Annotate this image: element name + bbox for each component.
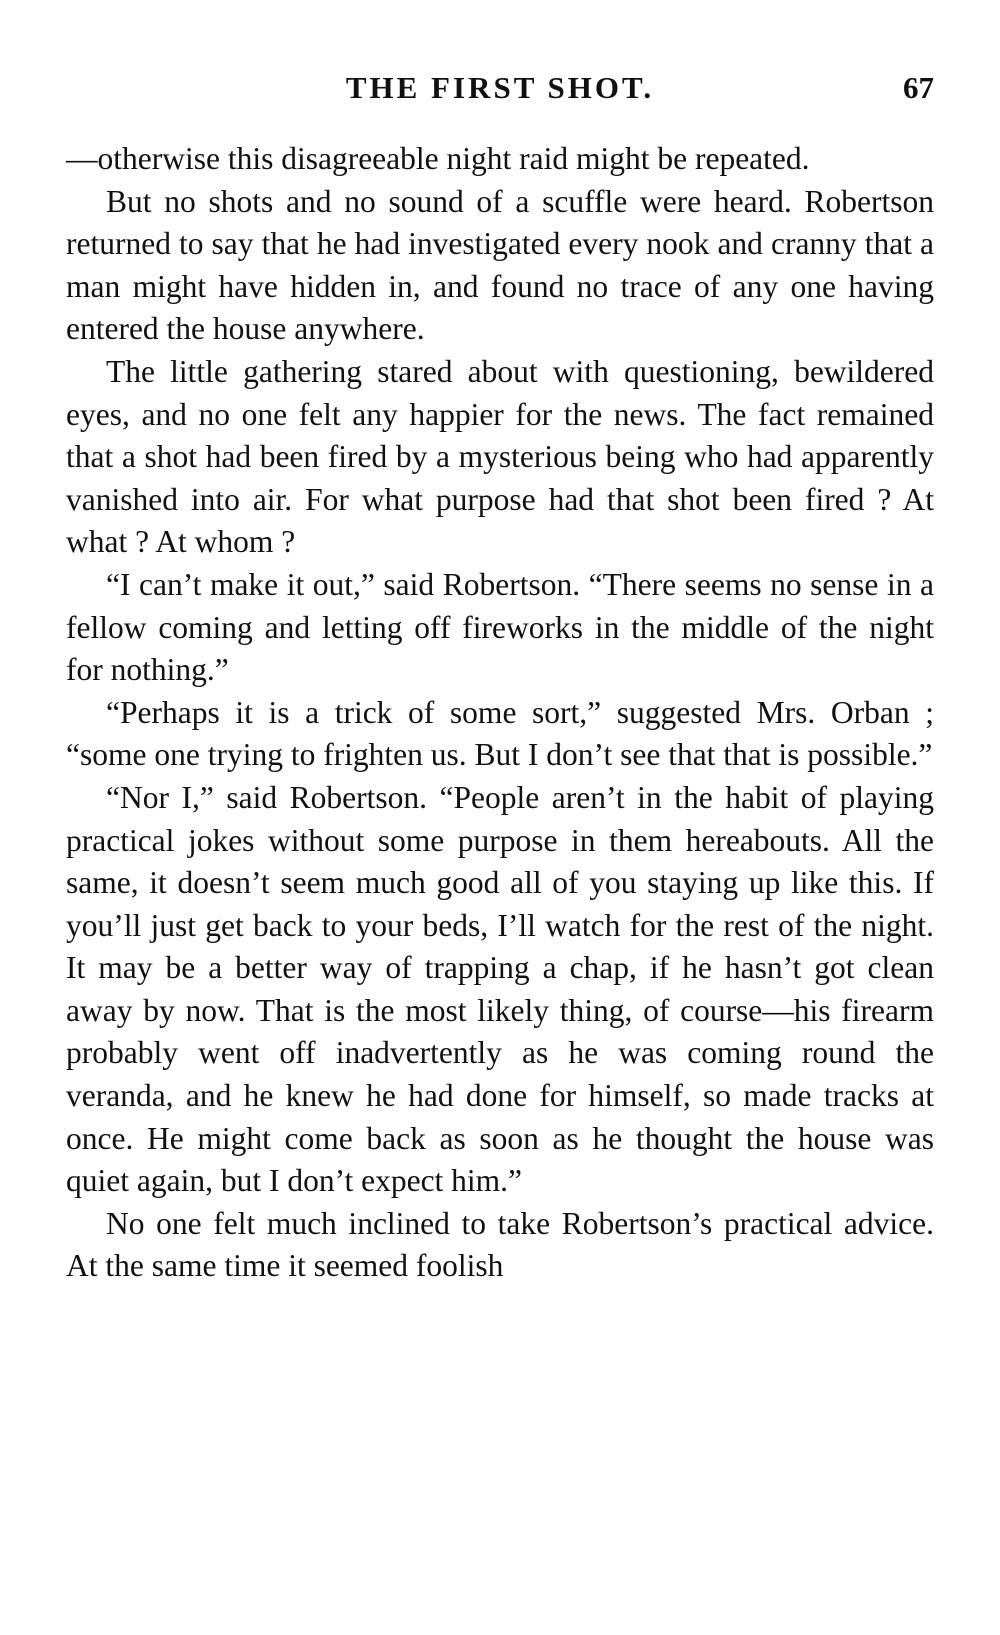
page-number: 67 [903, 70, 934, 105]
running-head: THE FIRST SHOT. [345, 70, 655, 105]
paragraph: No one felt much inclined to take Robertson’s practical advice. At the same time it seemed foolish [66, 1205, 934, 1284]
paragraph: “Perhaps it is a trick of some sort,” suggested Mrs. Orban ; “some one trying to frighten us. But I don’t see that that is possible.” [66, 694, 934, 773]
paragraph: The little gathering stared about with questioning, bewildered eyes, and no one felt any happier for the news. The fact remained that a shot had been fired by a mysterious being who had apparently vanished into air. For what purpose had that shot been fired ? At what ? At whom ? [66, 353, 934, 560]
paragraph: “I can’t make it out,” said Robertson. “There seems no sense in a fellow coming and letting off fireworks in the middle of the night for nothing.” [66, 566, 934, 688]
page-header [66, 70, 934, 114]
paragraph: But no shots and no sound of a scuffle were heard. Robertson returned to say that he had investigated every nook and cranny that a man might have hidden in, and found no trace of any one having entered the house anywhere. [66, 183, 934, 347]
paragraph: “Nor I,” said Robertson. “People aren’t in the habit of playing practical jokes without some purpose in them hereabouts. All the same, it doesn’t seem much good all of you staying up like this. If you’ll just get back to your beds, I’ll watch for the rest of the night. It may be a better way of trapping a chap, if he hasn’t got clean away by now. That is the most likely thing, of course—his firearm probably went off inadvertently as he was coming round the veranda, and he knew he had done for himself, so made tracks at once. He might come back as soon as he thought the house was quiet again, but I don’t expect him.” [66, 779, 934, 1199]
paragraph-continuation: —otherwise this disagreeable night raid might be repeated. [66, 141, 810, 176]
body-text [66, 138, 934, 1288]
